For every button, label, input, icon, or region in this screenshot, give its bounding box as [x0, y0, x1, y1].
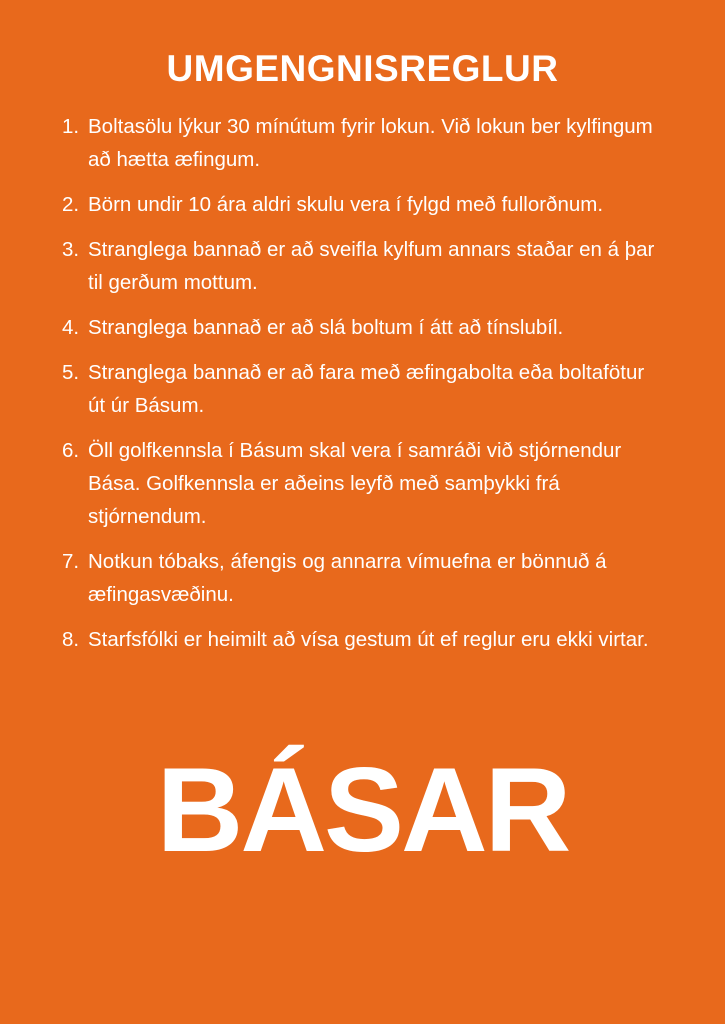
rule-text: Börn undir 10 ára aldri skulu vera í fylgd með fullorðnum. [88, 193, 604, 216]
basar-logo: BÁSAR [156, 743, 569, 877]
rule-item-6 [62, 434, 662, 533]
rule-text: Starfsfólki er heimilt að vísa gestum út ef reglur eru ekki virtar. [88, 628, 649, 651]
rule-number: 5. [62, 361, 80, 384]
rule-text: Stranglega bannað er að sveifla kylfum annars staðar en á þar til gerðum mottum. [88, 238, 655, 294]
rule-text: Notkun tóbaks, áfengis og annarra vímuefna er bönnuð á æfingasvæðinu. [88, 550, 607, 606]
rule-text: Stranglega bannað er að slá boltum í átt að tínslubíl. [88, 316, 564, 339]
rule-item-7 [62, 545, 662, 611]
rule-number: 6. [62, 439, 80, 462]
page-title: UMGENGNISREGLUR [166, 48, 559, 89]
rule-number: 3. [62, 238, 80, 261]
rule-item-2 [62, 188, 662, 221]
rule-text: Boltasölu lýkur 30 mínútum fyrir lokun. Við lokun ber kylfingum að hætta æfingum. [88, 115, 653, 171]
rules-list [62, 110, 662, 668]
rule-number: 8. [62, 628, 80, 651]
rule-item-1 [62, 110, 662, 176]
rule-number: 1. [62, 115, 80, 138]
rule-number: 4. [62, 316, 80, 339]
rule-text: Öll golfkennsla í Básum skal vera í samráði við stjórnendur Bása. Golfkennsla er aðeins leyfð með samþykki frá stjórnendum. [88, 439, 622, 528]
rule-number: 7. [62, 550, 80, 573]
rule-item-5 [62, 356, 662, 422]
rule-number: 2. [62, 193, 80, 216]
rule-text: Stranglega bannað er að fara með æfingabolta eða boltafötur út úr Básum. [88, 361, 645, 417]
rule-item-3 [62, 233, 662, 299]
rule-item-8 [62, 623, 662, 656]
rule-item-4 [62, 311, 662, 344]
